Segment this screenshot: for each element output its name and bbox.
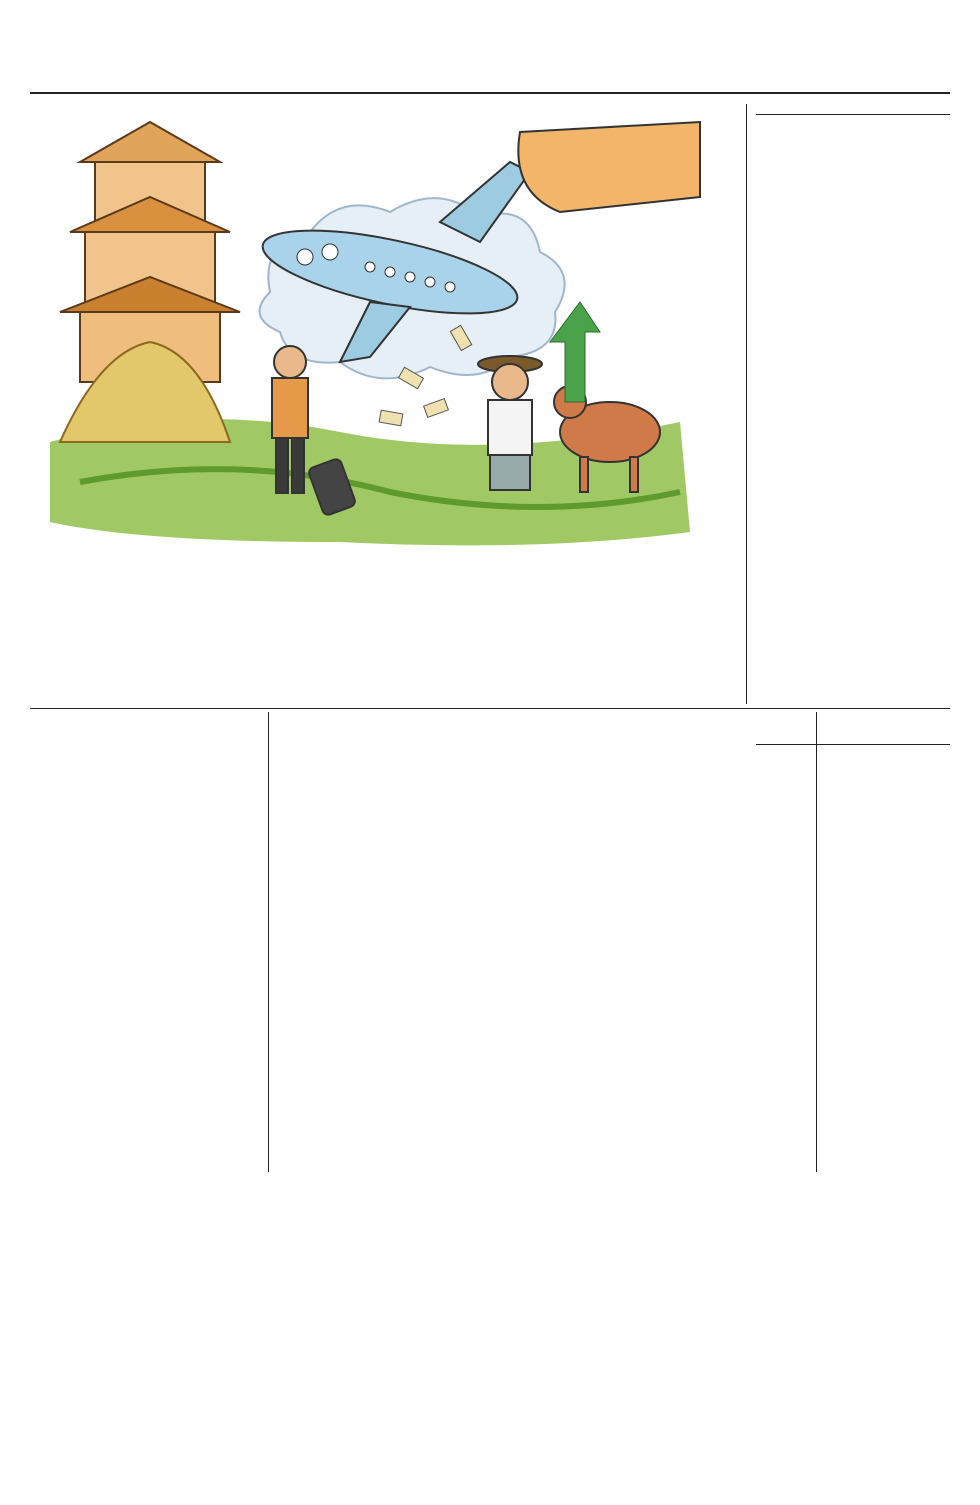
masthead-rule — [30, 92, 950, 94]
story-rule — [756, 744, 950, 745]
column-divider — [816, 712, 817, 1172]
rule — [756, 114, 950, 115]
lead-column-1 — [30, 696, 194, 708]
column-divider — [746, 104, 747, 704]
masthead — [30, 40, 950, 88]
column-divider — [268, 712, 269, 1172]
remittance-illustration — [40, 102, 710, 557]
section-title — [946, 40, 950, 86]
bank-story — [756, 106, 950, 734]
